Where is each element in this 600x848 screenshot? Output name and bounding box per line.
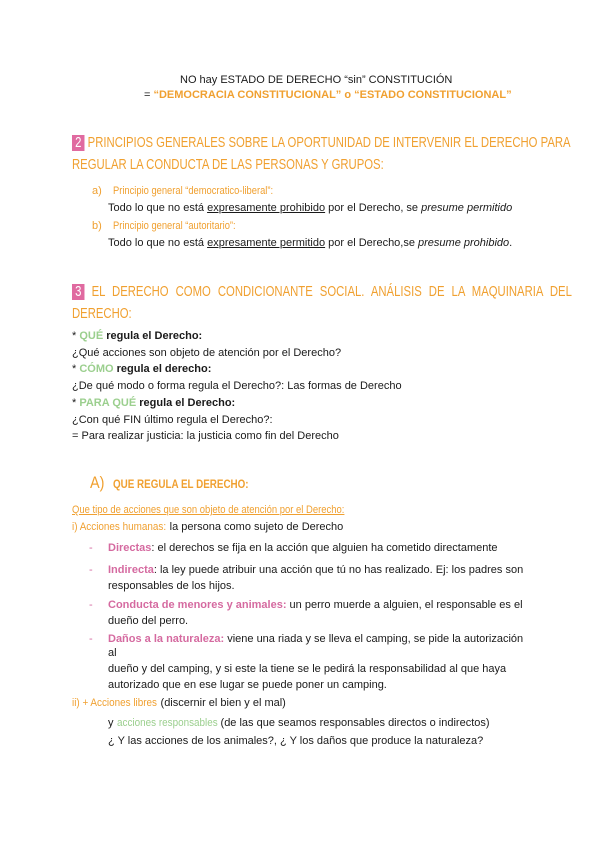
section-a-heading: A) QUE REGULA EL DERECHO: bbox=[90, 473, 250, 492]
list-item-dash: - bbox=[89, 633, 93, 645]
responsible-actions-line: y acciones responsables (de las que seamos responsables directos o indirectos) bbox=[108, 717, 490, 729]
list-item-dash: - bbox=[89, 564, 93, 576]
list-item-danos: Daños a la naturaleza: viene una riada y se lleva el camping, se pide la autorización al dueño y del camping, y si este la tiene se le pedirá la responsabilidad al que haya autorizado que en ese lugar se puede poner un camping. bbox=[108, 633, 524, 691]
list-item-dash: - bbox=[89, 599, 93, 611]
question-why-heading: * PARA QUÉ regula el Derecho: bbox=[72, 397, 236, 409]
principle-a-title: a) Principio general “democratico-liberal”: bbox=[92, 185, 273, 197]
list-item-dash: - bbox=[89, 542, 93, 554]
principle-a-text: Todo lo que no está expresamente prohibido por el Derecho, se presume permitido bbox=[108, 202, 513, 214]
section-number-badge: 3 bbox=[72, 284, 85, 300]
header-line-2: = “DEMOCRACIA CONSTITUCIONAL” o “ESTADO CONSTITUCIONAL” bbox=[144, 89, 512, 101]
section-a-subtitle: Que tipo de acciones que son objeto de atención por el Derecho: bbox=[72, 504, 345, 516]
header-line-1: NO hay ESTADO DE DERECHO “sin” CONSTITUCIÓN bbox=[180, 74, 453, 86]
question-what-text: ¿Qué acciones son objeto de atención por el Derecho? bbox=[72, 347, 342, 359]
section-number-badge: 2 bbox=[72, 135, 85, 151]
section-2-heading: 2 PRINCIPIOS GENERALES SOBRE LA OPORTUNIDAD DE INTERVENIR EL DERECHO PARA REGULAR LA CONDUCTA DE LAS PERSONAS Y GRUPOS: bbox=[72, 135, 571, 173]
list-item-directas: Directas: el derechos se fija en la acción que alguien ha cometido directamente bbox=[108, 542, 498, 554]
human-actions-line: i) Acciones humanas: la persona como sujeto de Derecho bbox=[72, 521, 344, 533]
principle-b-text: Todo lo que no está expresamente permitido por el Derecho,se presume prohibido. bbox=[108, 237, 513, 249]
animals-nature-question: ¿ Y las acciones de los animales?, ¿ Y los daños que produce la naturaleza? bbox=[108, 735, 484, 747]
list-item-conducta: Conducta de menores y animales: un perro muerde a alguien, el responsable es el dueño del perro. bbox=[108, 599, 523, 627]
list-item-indirecta: Indirecta: la ley puede atribuir una acción que tú no has realizado. Ej: los padres son responsables de los hijos. bbox=[108, 564, 524, 592]
question-what-heading: * QUÉ regula el Derecho: bbox=[72, 330, 203, 342]
principle-b-title: b) Principio general “autoritario”: bbox=[92, 220, 236, 232]
section-3-heading: 3 EL DERECHO COMO CONDICIONANTE SOCIAL. ANÁLISIS DE LA MAQUINARIA DEL DERECHO: bbox=[72, 284, 572, 322]
question-how-heading: * CÓMO regula el derecho: bbox=[72, 363, 212, 375]
question-how-text: ¿De qué modo o forma regula el Derecho?: Las formas de Derecho bbox=[72, 380, 402, 392]
question-why-answer: = Para realizar justicia: la justicia como fin del Derecho bbox=[72, 430, 339, 442]
question-why-text: ¿Con qué FIN último regula el Derecho?: bbox=[72, 414, 273, 426]
free-actions-line: ii) + Acciones libres (discernir el bien y el mal) bbox=[72, 697, 286, 709]
